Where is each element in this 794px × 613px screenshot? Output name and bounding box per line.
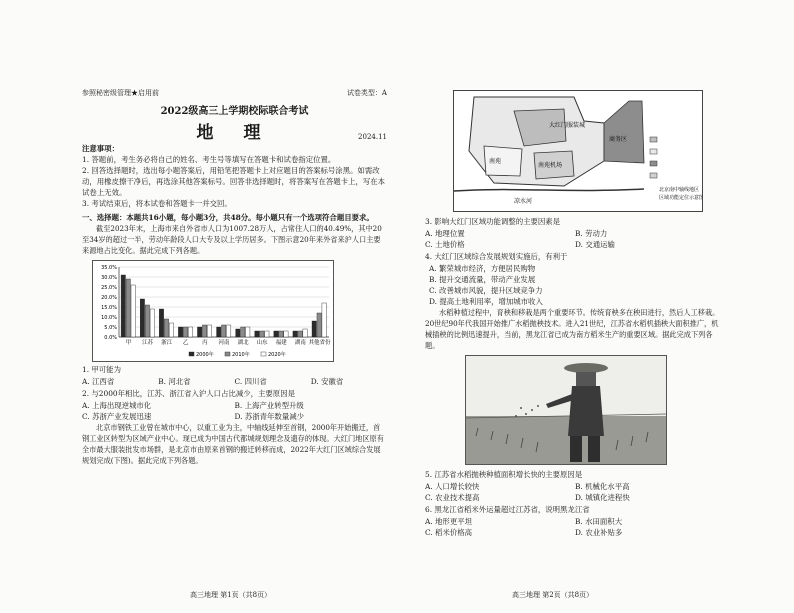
question-2-options-cd [82, 411, 387, 422]
question-3-options-ab [425, 228, 725, 239]
bar [183, 327, 187, 337]
confidential-mark: 参照秘密级管理★启用前 [82, 89, 159, 97]
legend-swatch [225, 352, 230, 356]
question-1-options [82, 376, 387, 387]
bar [207, 325, 211, 337]
bar [150, 309, 154, 337]
exam-date: 2024.11 [358, 133, 387, 141]
q3-option-d: D. 交通运输 [575, 240, 615, 249]
bar [164, 319, 168, 337]
population-source-chart [92, 260, 334, 362]
x-tick-label: 山东 [256, 340, 268, 346]
passage-3: 水稻种植过程中，育秧和移栽是两个重要环节。传统育秧多在秧田进行，然后人工移栽。20世纪90年代我国开始推广水稻抛秧技术。进入21世纪，江苏省水稻机插秧大面积推广，机械插秧的比例迅速提升，当前，黑龙江省已成为南方稻米生产的重要区域。据此完成下列各题。 [425, 308, 720, 350]
bar [140, 299, 144, 337]
x-tick-label: 乙 [183, 340, 189, 346]
map-label-nanyuan: 南苑 [489, 158, 502, 165]
bar [293, 331, 297, 337]
exam-type: 试卷类型：A [346, 89, 387, 97]
bar-chart [93, 261, 333, 361]
bar [222, 325, 226, 337]
q1-option-a: A. 江西省 [82, 377, 115, 386]
notice-title: 注意事项： [82, 144, 119, 153]
bar [188, 327, 192, 337]
q2-option-d: D. 苏浙青年数量减少 [234, 412, 304, 421]
q2-option-c: C. 苏浙产业发展迅速 [82, 412, 152, 421]
map-caption-2: 区域功能定位示意图 [659, 195, 702, 201]
bar [236, 329, 240, 337]
q2-option-a: A. 上海出现逆城市化 [82, 401, 152, 410]
q5-option-c: C. 农业技术提高 [425, 493, 480, 502]
question-6: 6. 黑龙江省稻米外运量超过江苏省，说明黑龙江省 [425, 505, 590, 514]
x-tick-label: 丙 [202, 340, 208, 346]
bar [265, 331, 269, 337]
bar [317, 313, 321, 337]
x-tick-label: 其他省份 [308, 340, 331, 346]
subject-name: 地 理 [196, 123, 273, 143]
question-6-options-cd [425, 527, 725, 538]
question-6-options-ab [425, 516, 725, 527]
bar [169, 323, 173, 337]
map-label-river: 凉水河 [514, 198, 533, 205]
bar [197, 327, 201, 337]
subject-title [82, 118, 387, 143]
q6-option-b: B. 水田面积大 [575, 517, 623, 526]
exam-title: 2022级高三上学期校际联合考试 [160, 106, 309, 117]
bar [202, 325, 206, 337]
q3-option-c: C. 土地价格 [425, 240, 465, 249]
legend-swatch [189, 352, 194, 356]
legend-swatch [261, 352, 266, 356]
bar [322, 303, 326, 337]
bar [274, 331, 278, 337]
q3-option-b: B. 劳动力 [575, 229, 608, 238]
legend-label: 2020年 [268, 352, 286, 358]
question-3: 3. 影响大红门区域功能调整的主要因素是 [425, 217, 561, 226]
bar [217, 327, 221, 337]
page-2-footer: 高三地理 第2页（共8页） [512, 591, 594, 599]
q2-option-b: B. 上海产业转型升级 [234, 401, 304, 410]
question-3-options-cd [425, 239, 725, 250]
page-1-footer: 高三地理 第1页（共8页） [190, 591, 272, 599]
x-tick-label: 江苏 [142, 340, 154, 346]
legend-label: 2000年 [196, 352, 214, 358]
x-tick-label: 河南 [218, 340, 230, 346]
notice-1: 1. 答题前，考生务必将自己的姓名、考生号等填写在答题卡和试卷指定位置。 [82, 155, 336, 164]
bar [159, 309, 163, 337]
q4-option-a: A. 繁荣城市经济，方便居民购物 [429, 264, 536, 273]
y-tick-label: 10.0% [101, 315, 117, 321]
bar [279, 331, 283, 337]
y-tick-label: 15.0% [101, 305, 117, 311]
question-4: 4. 大红门区域综合发展规划实施后，有利于 [425, 252, 568, 261]
y-tick-label: 30.0% [101, 275, 117, 281]
notice-2: 2. 回答选择题时，选出每小题答案后，用铅笔把答题卡上对应题目的答案标号涂黑。如需改动，用橡皮擦干净后，再选涂其他答案标号。回答非选择题时，将答案写在答题卡上，写在本试卷上无效。 [82, 166, 386, 197]
bar [131, 285, 135, 337]
y-tick-label: 25.0% [101, 285, 117, 291]
y-tick-label: 20.0% [101, 295, 117, 301]
question-5: 5. 江苏省水稻抛秧种植面积增长快的主要原因是 [425, 470, 583, 479]
q1-option-b: B. 河北省 [158, 377, 191, 386]
x-tick-label: 甲 [125, 340, 132, 346]
beijing-south-axis-map [453, 90, 703, 212]
bar [298, 331, 302, 337]
bar [284, 331, 288, 337]
passage-1: 截至2023年末，上海市来自外省市人口为1007.28万人，占常住人口的40.49%，其中20至34岁的超过一半，劳动年龄段人口大专及以上学历居多。下图示意20年来外省来沪人口主要来源地占比变化。据此完成下列各题。 [82, 224, 382, 255]
question-2-options-ab [82, 400, 387, 411]
question-2: 2. 与2000年相比，江苏、浙江省入沪人口占比减少，主要原因是 [82, 389, 295, 398]
x-tick-label: 浙江 [161, 340, 173, 346]
q5-option-b: B. 机械化水平高 [575, 482, 630, 491]
bar [241, 327, 245, 337]
map-label-business: 商务区 [609, 136, 628, 143]
bar [121, 275, 125, 337]
y-tick-label: 0.0% [104, 335, 117, 341]
legend-label: 2010年 [232, 352, 250, 358]
question-1: 1. 甲可能为 [82, 365, 121, 374]
x-tick-label: 湖北 [237, 340, 249, 346]
x-tick-label: 福建 [275, 340, 287, 346]
bar [145, 305, 149, 337]
bar [246, 327, 250, 337]
page-header [82, 88, 387, 98]
q4-option-c: C. 改善城市风貌，提升区域竞争力 [429, 286, 543, 295]
question-5-options-ab [425, 481, 725, 492]
bar [260, 331, 264, 337]
x-tick-label: 湖南 [294, 340, 306, 346]
exam-page-2 [425, 88, 725, 588]
q6-option-a: A. 地形更平坦 [425, 517, 472, 526]
bar [126, 279, 130, 337]
q6-option-d: D. 农业补贴多 [575, 528, 623, 537]
section-heading: 一、选择题：本题共16小题，每小题3分，共48分。每小题只有一个选项符合题目要求。 [82, 213, 374, 222]
question-5-options-cd [425, 492, 725, 503]
notice-3: 3. 考试结束后，将本试卷和答题卡一并交回。 [82, 199, 232, 208]
passage-2: 北京市钢铁工业曾在城市中心，以重工业为主，中轴线延伸至首钢，2000年开始搬迁，首钢工业区转型为区域产业中心。现已成为中国古代都城规划理念及遗存的体现。大红门地区原有全市最大服装批发市场群，是北京市由原来首钢的搬迁转移而成，2022年大红门区域综合发展规划完成(下图)。据此完成下列各题。 [82, 423, 384, 465]
y-tick-label: 35.0% [101, 265, 117, 271]
district-map [454, 91, 702, 211]
y-tick-label: 5.0% [104, 325, 117, 331]
exam-page-1 [82, 88, 387, 588]
bar [226, 325, 230, 337]
q5-option-d: D. 城镇化进程快 [575, 493, 630, 502]
q3-option-a: A. 地理位置 [425, 229, 465, 238]
q4-option-b: B. 提升交通流量，带动产业发展 [429, 275, 536, 284]
q1-option-c: C. 四川省 [234, 377, 267, 386]
q5-option-a: A. 人口增长较快 [425, 482, 480, 491]
bar [312, 321, 316, 337]
q1-option-d: D. 安徽省 [310, 377, 344, 386]
q6-option-c: C. 稻米价格高 [425, 528, 473, 537]
rice-farmer-photo [465, 355, 667, 465]
farmer-illustration [466, 356, 666, 464]
map-caption-1: 北京南中轴线地区 [659, 187, 700, 193]
map-label-garment-city: 大红门服装城 [549, 122, 586, 129]
q4-option-d: D. 提高土地利用率，增加城市收入 [429, 297, 543, 306]
bar [303, 329, 307, 337]
bar [178, 327, 182, 337]
bar [255, 331, 259, 337]
map-label-airport: 南苑机场 [538, 162, 563, 169]
